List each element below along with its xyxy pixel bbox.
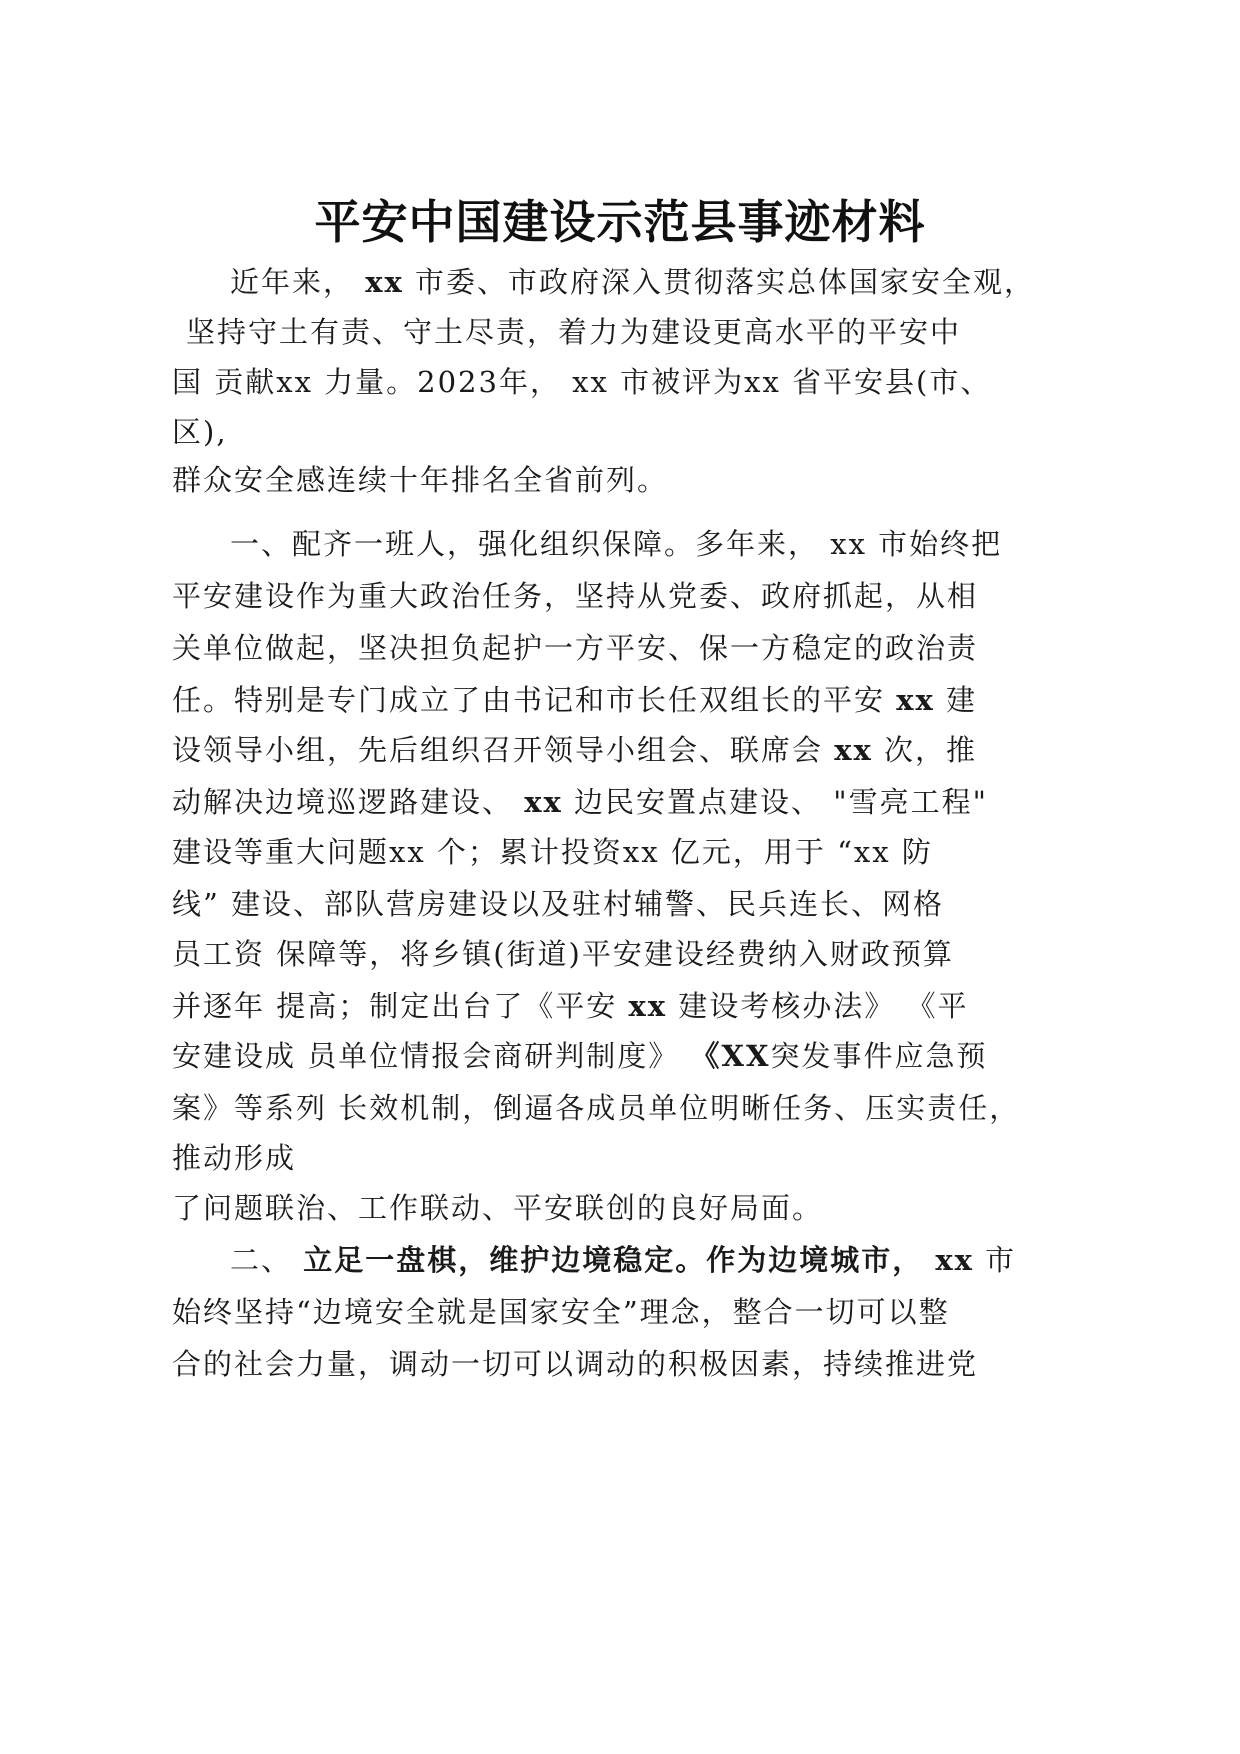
- bold-text: xx: [896, 683, 935, 717]
- bold-text: 立足一盘棋，维护边境稳定。作为边境城市， xx: [303, 1243, 974, 1277]
- paragraph-3-line: [230, 1240, 1016, 1280]
- paragraph-2-line: [230, 524, 1002, 564]
- paragraph-1-line: [172, 412, 228, 452]
- paragraph-2-line: [172, 1088, 1020, 1128]
- text-run: 平安建设作为重大政治任务，坚持从党委、政府抓起，从相: [172, 579, 979, 613]
- text-run: 案》等系列 长效机制，倒逼各成员单位明晰任务、压实责任，: [172, 1091, 1021, 1125]
- text-run: 动解决边境巡逻路建设、: [172, 785, 525, 819]
- bold-text: xx: [834, 733, 873, 767]
- text-run: 区),: [172, 415, 228, 449]
- paragraph-2-line: [172, 576, 978, 616]
- bold-text: xx: [365, 265, 404, 299]
- paragraph-1-line: [230, 262, 1035, 302]
- paragraph-2-line: [172, 680, 977, 720]
- paragraph-2-line: [172, 628, 978, 668]
- text-run: 任。特别是专门成立了由书记和市长任双组长的平安: [172, 683, 897, 717]
- text-run: 建设考核办法》 《平: [667, 989, 969, 1023]
- paragraph-2-line: [172, 884, 944, 924]
- text-run: 国 贡献xx 力量。2023年， xx 市被评为xx 省平安县(市、: [172, 365, 992, 399]
- text-run: 市委、市政府深入贯彻落实总体国家安全观，: [403, 265, 1036, 299]
- text-run: 坚持守土有责、守土尽责，着力为建设更高水平的平安中: [186, 315, 962, 349]
- text-run: 线” 建设、部队营房建设以及驻村辅警、民兵连长、网格: [172, 887, 945, 921]
- text-run: 员工资 保障等，将乡镇(街道)平安建设经费纳入财政预算: [172, 937, 954, 971]
- text-run: 近年来，: [230, 265, 366, 299]
- paragraph-1-line: [172, 362, 991, 402]
- paragraph-2-line: [172, 934, 954, 974]
- text-run: 一、配齐一班人，强化组织保障。多年来， xx 市始终把: [230, 527, 1003, 561]
- text-run: 始终坚持“边境安全就是国家安全”理念，整合一切可以整: [172, 1295, 950, 1329]
- paragraph-2-line: [172, 730, 977, 770]
- text-run: 群众安全感连续十年排名全省前列。: [172, 463, 669, 497]
- text-run: 设领导小组，先后组织召开领导小组会、联席会: [172, 733, 835, 767]
- text-run: 了问题联治、工作联动、平安联创的良好局面。: [172, 1191, 824, 1225]
- paragraph-3-line: [172, 1292, 950, 1332]
- paragraph-2-line: [172, 1188, 823, 1228]
- paragraph-2-line: [172, 986, 968, 1026]
- paragraph-3-line: [172, 1344, 978, 1384]
- text-run: 关单位做起，坚决担负起护一方平安、保一方稳定的政治责: [172, 631, 979, 665]
- text-run: 建: [934, 683, 978, 717]
- document-title: 平安中国建设示范县事迹材料: [314, 195, 926, 249]
- paragraph-2-line: [172, 832, 933, 872]
- text-run: 合的社会力量，调动一切可以调动的积极因素，持续推进党: [172, 1347, 979, 1381]
- paragraph-2-line: [172, 1138, 296, 1178]
- text-run: 次，推: [872, 733, 978, 767]
- bold-text: xx: [524, 785, 563, 819]
- paragraph-1-line: [172, 460, 668, 500]
- text-run: 建设等重大问题xx 个；累计投资xx 亿元，用于 “xx 防: [172, 835, 933, 869]
- paragraph-2-line: [172, 1036, 987, 1076]
- text-run: 安建设成 员单位情报会商研判制度》: [172, 1039, 691, 1073]
- text-run: 市: [973, 1243, 1017, 1277]
- text-run: 二、: [230, 1243, 304, 1277]
- text-run: 并逐年 提高；制定出台了《平安: [172, 989, 629, 1023]
- paragraph-1-line: [186, 312, 961, 352]
- paragraph-2-line: [172, 782, 988, 822]
- text-run: 突发事件应急预: [770, 1039, 988, 1073]
- text-run: 边民安置点建设、 "雪亮工程": [562, 785, 988, 819]
- bold-text: 《XX: [690, 1039, 771, 1073]
- text-run: 推动形成: [172, 1141, 297, 1175]
- bold-text: xx: [628, 989, 668, 1023]
